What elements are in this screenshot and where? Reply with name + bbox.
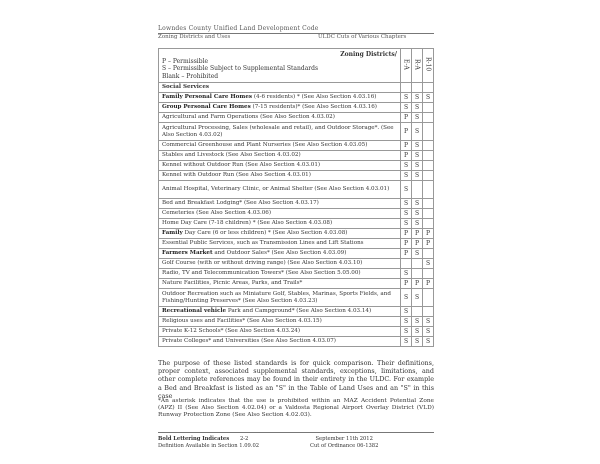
legend-prohibited: Blank – Prohibited — [162, 72, 219, 80]
footer-ordinance: Cut of Ordinance 06-1382 — [310, 442, 379, 449]
district-value-r-10 — [423, 113, 434, 123]
district-value-r-10 — [423, 103, 434, 113]
use-label-text: Nature Facilities, Picnic Areas, Parks, and Trails* — [162, 280, 303, 286]
district-value-r-10: S — [423, 337, 434, 347]
use-label — [159, 327, 401, 337]
district-value-r-a: S — [412, 123, 423, 141]
table-row — [159, 209, 434, 219]
district-value-r-10: S — [423, 327, 434, 337]
district-value-r-a: P — [412, 229, 423, 239]
district-value-r-a — [412, 181, 423, 199]
table-row — [159, 249, 434, 259]
district-value-r-a: S — [412, 337, 423, 347]
district-value-r-10 — [423, 151, 434, 161]
use-label — [159, 229, 401, 239]
district-value-r-10: P — [423, 279, 434, 289]
district-value-r-a — [412, 307, 423, 317]
use-label — [159, 307, 401, 317]
district-value-r-a — [412, 269, 423, 279]
use-label — [159, 151, 401, 161]
district-value-e-a: P — [401, 151, 412, 161]
district-value-r-a: S — [412, 317, 423, 327]
use-label — [159, 103, 401, 113]
district-value-r-a: S — [412, 151, 423, 161]
district-value-e-a: P — [401, 123, 412, 141]
use-label — [159, 199, 401, 209]
use-label — [159, 219, 401, 229]
district-value-r-a: S — [412, 327, 423, 337]
section-label: Social Services — [159, 83, 401, 93]
table-row — [159, 327, 434, 337]
use-label — [159, 181, 401, 199]
district-value-r-a — [412, 259, 423, 269]
use-label — [159, 209, 401, 219]
district-value-r-10: S — [423, 259, 434, 269]
district-value-e-a: S — [401, 269, 412, 279]
use-label-text: Agricultural Processing, Sales (wholesale and retail), and Outdoor Storage*. (See Also Section 4.03.02) — [162, 124, 394, 138]
use-label-text: Private K-12 Schools* (See Also Section 4.03.24) — [162, 328, 301, 334]
use-label-text: Animal Hospital, Veterinary Clinic, or Animal Shelter (See Also Section 4.03.01) — [162, 186, 390, 192]
table-row — [159, 123, 434, 141]
document-title: Lowndes County Unified Land Development Code — [158, 25, 319, 32]
district-value-r-10 — [423, 289, 434, 307]
table-row — [159, 151, 434, 161]
page-number: 2-2 — [240, 436, 249, 442]
district-value-e-a: P — [401, 279, 412, 289]
table-row — [159, 181, 434, 199]
table-row — [159, 171, 434, 181]
district-value-r-a: S — [412, 199, 423, 209]
use-label-text: Kennel with Outdoor Run (See Also Section 4.03.01) — [162, 172, 311, 178]
header-left: Zoning Districts and Uses — [158, 34, 231, 40]
use-label — [159, 289, 401, 307]
district-value-e-a: S — [401, 317, 412, 327]
district-value-e-a: S — [401, 171, 412, 181]
use-label-bold: Farmers Market — [162, 250, 213, 256]
district-value-r-a: S — [412, 289, 423, 307]
table-row — [159, 113, 434, 123]
use-label-text: Religious uses and Facilities* (See Also Section 4.03.15) — [162, 318, 322, 324]
district-value-e-a: S — [401, 327, 412, 337]
use-label-text: Private Colleges* and Universities (See Also Section 4.03.07) — [162, 338, 336, 344]
use-label-text: Agricultural and Farm Operations (See Also Section 4.03.02) — [162, 114, 335, 120]
district-value-r-10 — [423, 199, 434, 209]
district-value-r-a: S — [412, 219, 423, 229]
district-value-r-10 — [423, 269, 434, 279]
use-label-text: Day Care (6 or less children) * (See Also Section 4.03.08) — [182, 230, 348, 236]
use-label — [159, 123, 401, 141]
district-value-e-a: S — [401, 199, 412, 209]
footer-rule — [158, 432, 434, 433]
use-label-text: Radio, TV and Telecommunication Towers* (See Also Section 5.05.00) — [162, 270, 361, 276]
use-label-bold: Family — [162, 230, 183, 236]
legend-permissible: P – Permissible — [162, 57, 209, 65]
district-value-r-a: P — [412, 239, 423, 249]
district-value-e-a: P — [401, 229, 412, 239]
district-value-r-10 — [423, 123, 434, 141]
table-row — [159, 259, 434, 269]
district-value-r-a: S — [412, 113, 423, 123]
district-value-r-10: P — [423, 239, 434, 249]
district-value-r-10 — [423, 307, 434, 317]
table-row — [159, 269, 434, 279]
use-label-text: Bed and Breakfast Lodging* (See Also Section 4.03.17) — [162, 200, 319, 206]
district-value-r-10: S — [423, 93, 434, 103]
table-row — [159, 289, 434, 307]
purpose-paragraph: The purpose of these listed standards is for quick comparison. Their definitions, proper context, associated supplemental standards, exceptions, limitations, and other complete references may be found in their entirety in the ULDC. For example a Bed and Breakfast is listed as an "S" in the Table of Land Uses and an "S" in this case — [158, 359, 434, 400]
table-row — [159, 239, 434, 249]
table-row — [159, 317, 434, 327]
district-value-r-10 — [423, 219, 434, 229]
footer-date: September 11th 2012 — [315, 436, 373, 442]
use-label — [159, 161, 401, 171]
land-use-table — [158, 48, 434, 347]
use-label-text: Cemeteries (See Also Section 4.03.06) — [162, 210, 272, 216]
district-value-e-a: P — [401, 113, 412, 123]
use-label — [159, 269, 401, 279]
table-row — [159, 141, 434, 151]
district-value-r-10 — [423, 249, 434, 259]
district-value-e-a: P — [401, 249, 412, 259]
use-label-text: Commercial Greenhouse and Plant Nurseries (See Also Section 4.03.05) — [162, 142, 368, 148]
asterisk-footnote: *An asterisk indicates that the use is prohibited within an MAZ Accident Potential Zone (APZ) II (See Also Section 4.02.04) or a Valdosta Regional Airport Overlay District (VLD) Runway Protection Zone (See Also Section 4.02.03). — [158, 398, 434, 418]
use-label-text: Essential Public Services, such as Transmission Lines and Lift Stations — [162, 240, 364, 246]
district-value-e-a: P — [401, 141, 412, 151]
use-label-text: Kennel without Outdoor Run (See Also Section 4.03.01) — [162, 162, 321, 168]
use-label-text: Home Day Care (7-18 children) * (See Also Section 4.03.08) — [162, 220, 333, 226]
use-label — [159, 113, 401, 123]
use-label — [159, 259, 401, 269]
district-value-r-a: P — [412, 279, 423, 289]
district-value-e-a: S — [401, 209, 412, 219]
use-label-text: Golf Course (with or without driving range) (See Also Section 4.03.10) — [162, 260, 363, 266]
table-row — [159, 161, 434, 171]
table-row — [159, 199, 434, 209]
district-value-r-10 — [423, 181, 434, 199]
use-label — [159, 171, 401, 181]
footer-bold-note: Bold Lettering Indicates — [158, 436, 230, 442]
use-label-text: and Outdoor Sales* (See Also Section 4.03.09) — [212, 250, 347, 256]
district-value-e-a: S — [401, 93, 412, 103]
footer-right — [310, 436, 378, 449]
use-label-text: (7-15 residents)* (See Also Section 4.03.16) — [250, 104, 377, 110]
district-value-e-a: S — [401, 219, 412, 229]
table-row — [159, 279, 434, 289]
use-label-bold: Recreational vehicle — [162, 308, 227, 314]
legend-supplemental: S – Permissible Subject to Supplemental Standards — [162, 65, 319, 73]
column-header: R-A — [413, 59, 421, 70]
header-right: ULDC Cuts of Various Chapters — [318, 34, 407, 40]
district-value-r-a: S — [412, 141, 423, 151]
footer-definition-note: Definition Available in Section 1.09.02 — [158, 442, 260, 449]
district-value-r-a: S — [412, 209, 423, 219]
use-label — [159, 141, 401, 151]
table-row — [159, 307, 434, 317]
table-row — [159, 103, 434, 113]
district-value-r-10 — [423, 209, 434, 219]
district-value-e-a: S — [401, 103, 412, 113]
district-value-r-10 — [423, 141, 434, 151]
use-label-text: Stables and Livestock (See Also Section 4.03.02) — [162, 152, 301, 158]
use-label — [159, 337, 401, 347]
use-label-text: Outdoor Recreation such as Miniature Golf, Stables, Marinas, Sports Fields, and Fishing/Hunting Preserves* (See Also Section 4.03.23) — [162, 290, 391, 304]
district-value-r-10 — [423, 161, 434, 171]
use-label-text: Park and Campground* (See Also Section 4.03.14) — [226, 308, 372, 314]
district-value-r-10: S — [423, 317, 434, 327]
district-value-e-a: S — [401, 161, 412, 171]
district-value-e-a: S — [401, 181, 412, 199]
use-label — [159, 239, 401, 249]
column-header: E-A — [402, 59, 410, 70]
zoning-districts-label: Zoning Districts/ — [340, 50, 397, 58]
legend-cell — [159, 49, 401, 83]
use-label — [159, 93, 401, 103]
district-value-e-a: S — [401, 307, 412, 317]
table-header-row — [159, 49, 434, 83]
district-value-r-a: S — [412, 103, 423, 113]
use-label — [159, 249, 401, 259]
district-value-e-a: S — [401, 289, 412, 307]
use-label — [159, 317, 401, 327]
district-value-e-a: P — [401, 239, 412, 249]
table-row — [159, 229, 434, 239]
table-row — [159, 93, 434, 103]
table-row — [159, 219, 434, 229]
district-value-r-a: S — [412, 93, 423, 103]
table-row — [159, 337, 434, 347]
district-value-r-10: P — [423, 229, 434, 239]
district-value-e-a: S — [401, 337, 412, 347]
use-label-bold: Family Personal Care Homes — [162, 94, 253, 100]
district-value-r-a: S — [412, 161, 423, 171]
district-value-e-a — [401, 259, 412, 269]
district-value-r-10 — [423, 171, 434, 181]
section-row — [159, 83, 434, 93]
column-header: R-10 — [424, 57, 432, 72]
district-value-r-a: S — [412, 171, 423, 181]
use-label — [159, 279, 401, 289]
district-value-r-a: S — [412, 249, 423, 259]
use-label-text: (4-6 residents) * (See Also Section 4.03.16) — [252, 94, 377, 100]
use-label-bold: Group Personal Care Homes — [162, 104, 251, 110]
